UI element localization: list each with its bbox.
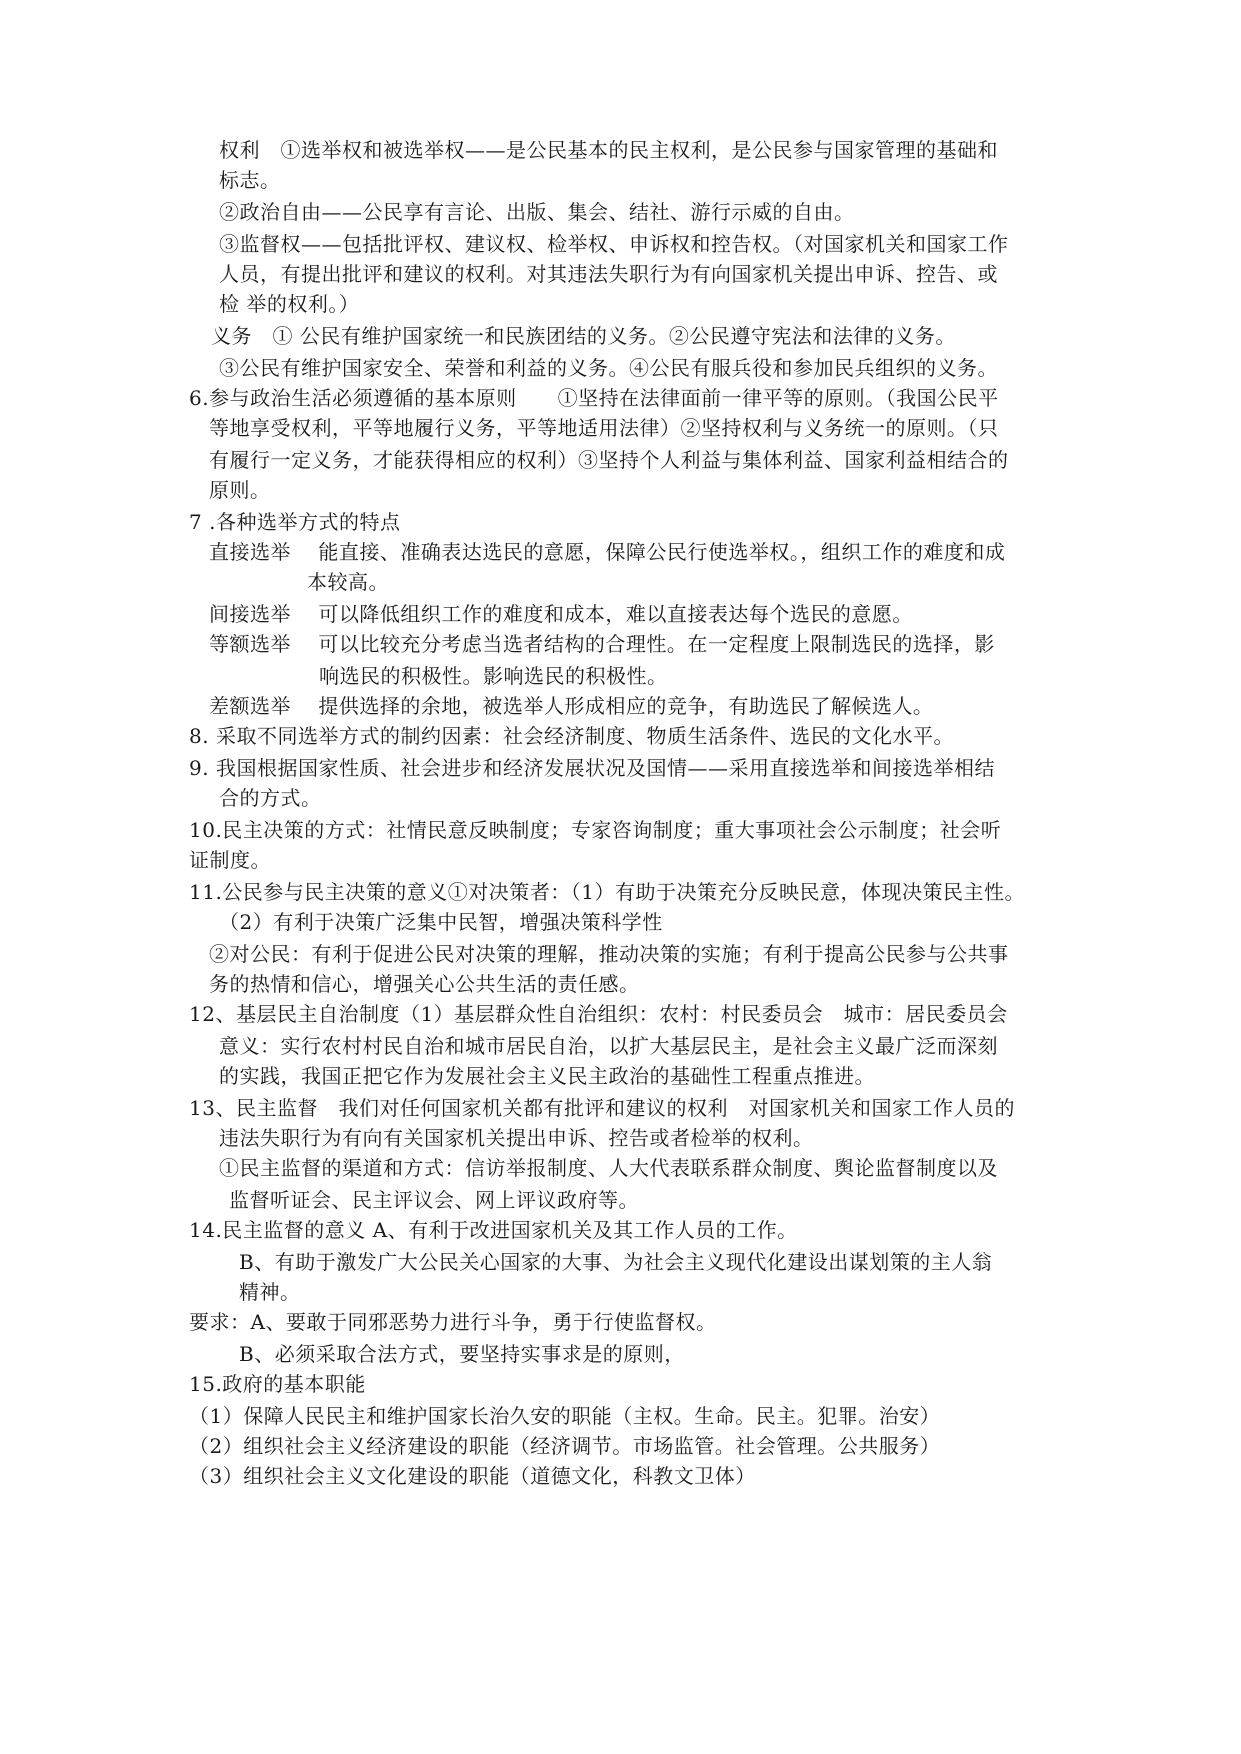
text-line: 本较高。	[307, 570, 389, 594]
text-line: B、必须采取合法方式，要坚持实事求是的原则，	[239, 1342, 685, 1366]
text-line: 6.参与政治生活必须遵循的基本原则 ①坚持在法律面前一律平等的原则。（我国公民平	[189, 386, 999, 410]
text-line: （3）组织社会主义文化建设的职能（道德文化，科教文卫体）	[189, 1464, 756, 1488]
text-line: 响选民的积极性。影响选民的积极性。	[319, 664, 668, 688]
text-line: 违法失职行为有向有关国家机关提出申诉、控告或者检举的权利。	[219, 1126, 814, 1150]
text-line: 合的方式。	[219, 786, 322, 810]
text-line: 12、基层民主自治制度（1）基层群众性自治组织：农村：村民委员会 城市：居民委员会	[189, 1002, 1008, 1026]
text-line: 15.政府的基本职能	[189, 1372, 366, 1396]
text-line: 监督听证会、民主评议会、网上评议政府等。	[229, 1188, 639, 1212]
text-line: 8. 采取不同选举方式的制约因素：社会经济制度、物质生活条件、选民的文化水平。	[189, 724, 954, 748]
text-line: 精神。	[239, 1280, 301, 1304]
text-line: 标志。	[219, 168, 281, 192]
text-line: ③公民有维护国家安全、荣誉和利益的义务。④公民有服兵役和参加民兵组织的义务。	[219, 356, 998, 380]
text-line: 等地享受权利，平等地履行义务，平等地适用法律）②坚持权利与义务统一的原则。（只	[209, 416, 999, 440]
text-line: 务的热情和信心，增强关心公共生活的责任感。	[209, 972, 640, 996]
text-line: 间接选举 可以降低组织工作的难度和成本，难以直接表达每个选民的意愿。	[209, 602, 913, 626]
text-line: 人员，有提出批评和建议的权利。对其违法失职行为有向国家机关提出申诉、控告、或	[219, 262, 998, 286]
text-line: 意义：实行农村村民自治和城市居民自治，以扩大基层民主，是社会主义最广泛而深刻	[219, 1034, 998, 1058]
text-line: 证制度。	[189, 848, 271, 872]
text-line: （2）有利于决策广泛集中民智，增强决策科学性	[219, 910, 663, 934]
text-line: （1）保障人民民主和维护国家长治久安的职能（主权。生命。民主。犯罪。治安）	[189, 1404, 941, 1428]
text-line: ②政治自由——公民享有言论、出版、集会、结社、游行示威的自由。	[219, 200, 855, 224]
text-line: ③监督权——包括批评权、建议权、检举权、申诉权和控告权。（对国家机关和国家工作	[219, 232, 1009, 256]
text-line: 14.民主监督的意义 A、有利于改进国家机关及其工作人员的工作。	[189, 1218, 798, 1242]
text-line: 10.民主决策的方式：社情民意反映制度；专家咨询制度；重大事项社会公示制度；社会听	[189, 818, 1002, 842]
text-line: 权利 ①选举权和被选举权——是公民基本的民主权利，是公民参与国家管理的基础和	[219, 138, 998, 162]
text-line: 差额选举 提供选择的余地，被选举人形成相应的竞争，有助选民了解候选人。	[209, 694, 934, 718]
text-line: 要求：A、要敢于同邪恶势力进行斗争，勇于行使监督权。	[189, 1310, 717, 1334]
text-line: 11.公民参与民主决策的意义①对决策者：（1）有助于决策充分反映民意，体现决策民主性。	[189, 880, 1026, 904]
text-line: ①民主监督的渠道和方式：信访举报制度、人大代表联系群众制度、舆论监督制度以及	[219, 1156, 998, 1180]
text-line: 的实践，我国正把它作为发展社会主义民主政治的基础性工程重点推进。	[219, 1064, 875, 1088]
text-line: 13、民主监督 我们对任何国家机关都有批评和建议的权利 对国家机关和国家工作人员的	[189, 1096, 1015, 1120]
text-line: 义务 ① 公民有维护国家统一和民族团结的义务。②公民遵守宪法和法律的义务。	[211, 324, 956, 348]
text-line: 原则。	[209, 478, 271, 502]
text-line: 有履行一定义务，才能获得相应的权利）③坚持个人利益与集体利益、国家利益相结合的	[209, 448, 1009, 472]
text-line: 等额选举 可以比较充分考虑当选者结构的合理性。在一定程度上限制选民的选择，影	[209, 632, 995, 656]
text-line: 7 .各种选举方式的特点	[189, 510, 401, 534]
text-line: 检 举的权利。）	[219, 292, 360, 316]
text-line: 直接选举 能直接、准确表达选民的意愿，保障公民行使选举权。，组织工作的难度和成	[209, 540, 1006, 564]
text-line: ②对公民：有利于促进公民对决策的理解，推动决策的实施；有利于提高公民参与公共事	[209, 942, 1009, 966]
text-line: B、有助于激发广大公民关心国家的大事、为社会主义现代化建设出谋划策的主人翁	[239, 1250, 993, 1274]
text-line: 9. 我国根据国家性质、社会进步和经济发展状况及国情——采用直接选举和间接选举相结	[189, 756, 995, 780]
text-line: （2）组织社会主义经济建设的职能（经济调节。市场监管。社会管理。公共服务）	[189, 1434, 941, 1458]
